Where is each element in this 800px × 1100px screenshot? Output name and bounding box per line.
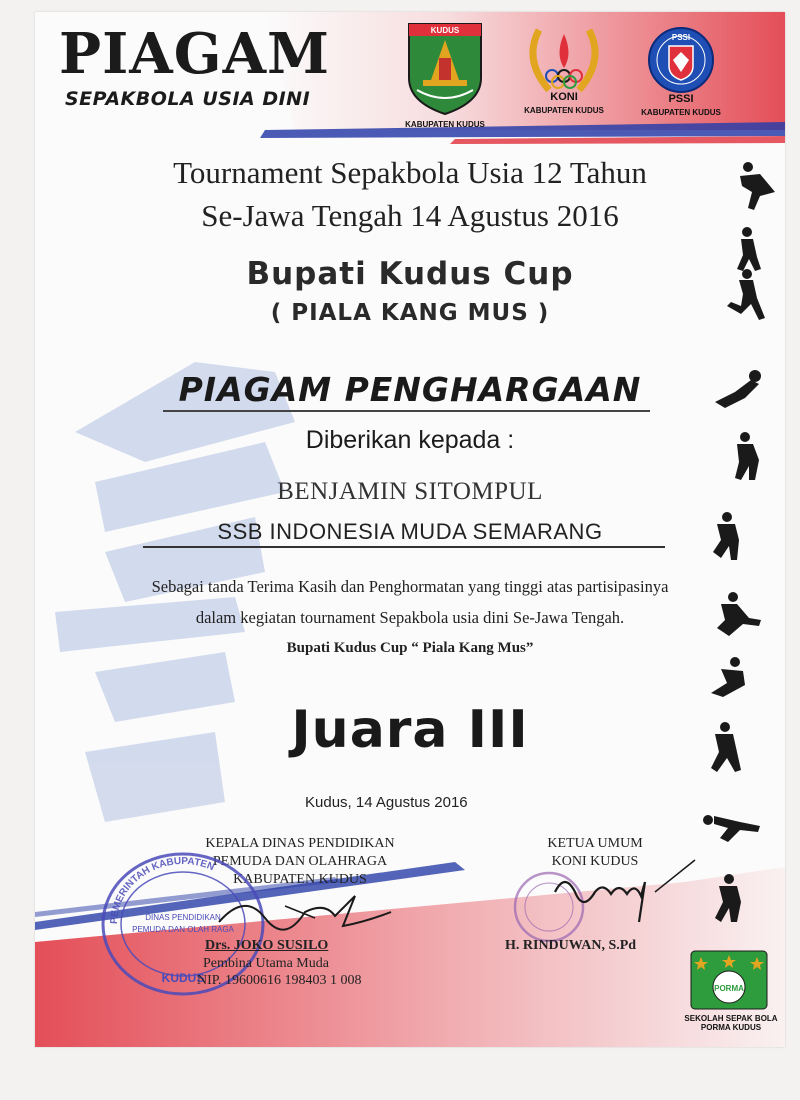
award-rank: Juara III	[291, 700, 529, 760]
certificate-subtitle: SEPAKBOLA USIA DINI	[65, 88, 311, 110]
right-signature-icon	[545, 852, 705, 952]
kudus-logo-caption: KABUPATEN KUDUS	[405, 120, 485, 129]
porma-logo-text: PORMA	[714, 984, 744, 993]
club-underline	[143, 546, 665, 548]
body-text-line2: dalam kegiatan tournament Sepakbola usia dini Se-Jawa Tengah.	[195, 608, 625, 627]
left-signatory-title1: KEPALA DINAS PENDIDIKAN	[205, 836, 395, 851]
left-signature-icon	[215, 882, 395, 942]
svg-text:PSSI: PSSI	[671, 33, 691, 42]
place-date: Kudus, 14 Agustus 2016	[305, 794, 468, 811]
left-signatory-rank: Pembina Utama Muda	[203, 956, 329, 971]
player-silhouette-icon	[703, 815, 760, 842]
kudus-regency-emblem-icon	[403, 18, 487, 116]
porma-caption-line1: SEKOLAH SEPAK BOLA	[684, 1014, 778, 1023]
pssi-emblem-icon	[639, 20, 723, 104]
koni-logo-caption: KABUPATEN KUDUS	[524, 106, 604, 115]
left-signatory-nip: NIP. 19600616 198403 1 008	[197, 973, 362, 988]
event-region-date: Se-Jawa Tengah 14 Agustus 2016	[201, 198, 619, 233]
recipient-club: SSB INDONESIA MUDA SEMARANG	[217, 519, 603, 544]
right-signatory-title2: KONI KUDUS	[551, 854, 639, 869]
event-title: Tournament Sepakbola Usia 12 Tahun	[173, 155, 647, 190]
left-signatory-title3: KABUPATEN KUDUS	[233, 872, 367, 887]
cup-alias: ( PIALA KANG MUS )	[270, 300, 550, 326]
svg-text:DINAS PENDIDIKAN: DINAS PENDIDIKAN	[145, 913, 221, 922]
top-red-stripe	[450, 136, 785, 144]
cup-name: Bupati Kudus Cup	[246, 256, 574, 292]
right-signatory-title1: KETUA UMUM	[547, 836, 643, 851]
body-text-line3: Bupati Kudus Cup “ Piala Kang Mus”	[286, 640, 534, 656]
koni-emblem-icon	[519, 20, 609, 102]
svg-text:PEMERINTAH KABUPATEN: PEMERINTAH KABUPATEN	[108, 855, 216, 925]
porma-caption-line2: PORMA KUDUS	[700, 1023, 762, 1032]
pssi-logo-text: PSSI	[668, 93, 694, 104]
kudus-logo	[403, 18, 487, 129]
svg-text:KUDUS: KUDUS	[161, 971, 205, 985]
koni-logo-text: KONI	[550, 91, 578, 102]
recipient-name: BENJAMIN SITOMPUL	[277, 478, 543, 505]
left-signatory-name: Drs. JOKO SUSILO	[205, 938, 329, 953]
porma-logo-icon	[687, 947, 771, 1013]
left-signatory-title2: PEMUDA DAN OLAHRAGA	[212, 854, 388, 869]
koni-logo	[519, 20, 609, 115]
porma-caption	[671, 1014, 785, 1032]
given-to-label: Diberikan kepada :	[305, 426, 515, 454]
svg-text:PEMUDA DAN OLAH RAGA: PEMUDA DAN OLAH RAGA	[132, 925, 234, 934]
player-silhouette-icon	[711, 657, 745, 697]
kudus-logo-text: KUDUS	[430, 26, 460, 35]
right-signatory-name: H. RINDUWAN, S.Pd	[505, 938, 637, 953]
certificate-title: PIAGAM	[59, 21, 331, 87]
award-heading: PIAGAM PENGHARGAAN	[178, 370, 642, 409]
pssi-logo-caption: KABUPATEN KUDUS	[641, 108, 721, 117]
certificate-sheet	[35, 12, 785, 1047]
award-heading-underline	[163, 410, 650, 412]
pssi-logo	[639, 20, 723, 117]
body-text-line1: Sebagai tanda Terima Kasih dan Penghormatan yang tinggi atas partisipasinya	[151, 577, 669, 596]
